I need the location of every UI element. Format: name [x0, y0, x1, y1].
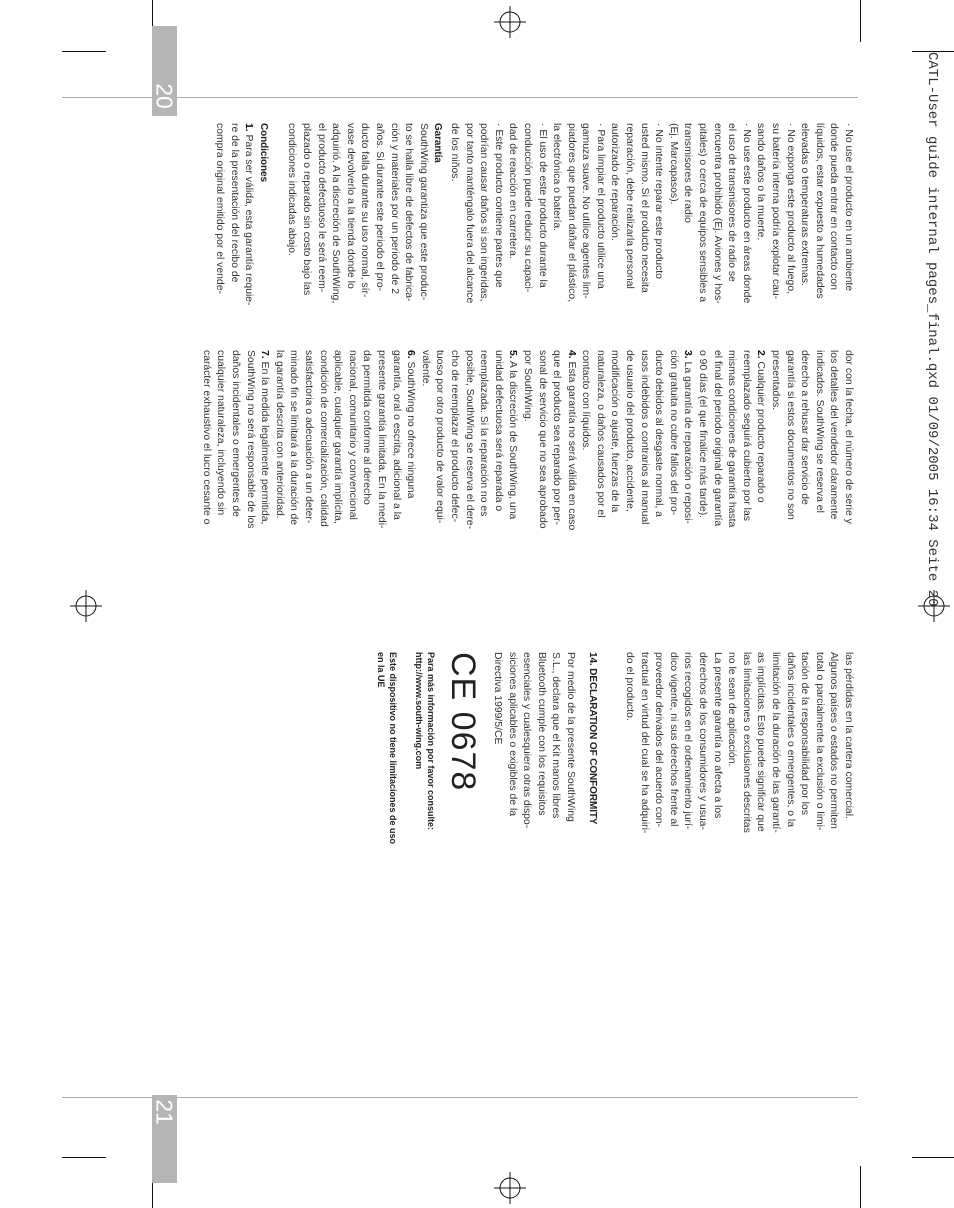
text-line: no le sean de aplicación.: [726, 652, 738, 767]
text-line: esenciales y cualesquiera otras dispo-: [521, 652, 533, 829]
text-line: as implícitas. Esto puede significar que: [755, 652, 767, 832]
text-line: · No exponga este producto al fuego,: [784, 123, 796, 294]
text-line: años. Si durante este periodo el pro-: [374, 123, 385, 292]
list-item: [753, 350, 768, 580]
list-item: [403, 350, 418, 580]
text-line: Bluetooth cumple con los requisitos: [535, 652, 547, 816]
text-line: minado fin se limitará a la duración de: [288, 350, 300, 526]
text-line: Directiva 1999/5/CE: [491, 652, 503, 745]
text-line: aplicable, cualquier garantía implícita,: [332, 350, 344, 524]
text-line: reparación, debe realizarla personal: [624, 123, 636, 289]
text-line: satisfactoria o adecuación a un deter-: [303, 350, 315, 524]
text-line: conducción puede reducir su capaci-: [521, 123, 533, 293]
crop-mark: [912, 1157, 954, 1158]
text-line: limitación de la duración de las garantí-: [770, 652, 782, 833]
text-line: sando daños o la muerte.: [755, 123, 767, 241]
text-line: carácter exhaustivo el lucro cesante o: [200, 350, 212, 525]
condiciones-heading: Condiciones: [257, 123, 269, 182]
text-line: encuentra prohibido (Ej. Aviones y hos-: [711, 123, 723, 304]
item-number: 7.: [259, 350, 271, 359]
trim-line: [62, 97, 858, 98]
text-line: presente garantía limitada. En la medi-: [376, 350, 387, 529]
eu-notice: en la UE: [376, 652, 387, 688]
list-item: [563, 350, 578, 580]
text-line: elevadas o temperaturas extremas.: [799, 123, 811, 286]
text-line: tractual en virtud del cual se ha adquiri-: [638, 652, 650, 834]
list-item: [680, 350, 695, 580]
text-line: gamuza suave. No utilice agentes lim-: [580, 123, 592, 299]
text-line: transmisores de radio: [682, 123, 694, 223]
text-line: derecho a rehusar dar servicio de: [799, 350, 811, 505]
text-line: o 90 días (el que finalice más tarde).: [697, 350, 709, 519]
text-line: contacto con líquidos.: [580, 350, 592, 451]
text-line: proveedor derivados del acuerdo con-: [653, 652, 665, 828]
text-line: SouthWing garantiza que este produc-: [417, 123, 429, 301]
text-line: nacional, comunitario y convencional: [346, 350, 358, 520]
text-line: total o parcialmente la exclusión o limi-: [813, 652, 825, 831]
text-line: garantía si estos documentos no son: [784, 350, 796, 520]
page-number-right: 21: [151, 1099, 178, 1125]
text-line: La presente garantía no afecta a los: [711, 652, 723, 819]
text-line: la garantía descrita con anterioridad.: [273, 350, 285, 519]
text-line: Algunos países o estados no permiten: [828, 652, 840, 829]
text-line: modificación o ajuste, fuerzas de la: [609, 350, 621, 513]
text-line: ción gratuita no cubre fallos del pro-: [667, 350, 679, 516]
text-line: Por medio de la presente SouthWing: [564, 652, 576, 822]
crop-mark: [860, 0, 861, 42]
text-line: indicados. SouthWing se reserva el: [813, 350, 825, 513]
info-label: Para más información por favor consulte:: [426, 652, 437, 831]
website-link[interactable]: http://www.south-wing.com: [414, 652, 425, 770]
text-line: dad de reacción en carretera.: [507, 123, 519, 259]
text-line: (Ej. Marcapasos).: [667, 123, 679, 205]
text-line: podrían causar daños si son ingeridas,: [478, 123, 490, 302]
item-number: 4.: [565, 350, 577, 359]
text-line: daños incidentales o emergentes, o la: [784, 652, 796, 828]
text-line: ducto debidos al desgaste normal, a: [653, 350, 665, 517]
text-line: tuoso por otro producto de valor equi-: [434, 350, 446, 524]
text-line: adquirió. A la discreción de SouthWing,: [330, 123, 342, 304]
declaration-heading: 14. DECLARATION OF CONFORMITY: [587, 652, 599, 825]
text-line: Esta garantía no será válida en caso: [565, 358, 577, 531]
text-line: do el producto.: [624, 652, 636, 721]
text-line: donde pueda entrar en contacto con: [828, 123, 840, 290]
text-line: re de la presentación del recibo de: [228, 123, 240, 283]
text-line: pitales) o cerca de equipos sensibles a: [697, 123, 709, 303]
item-number: 6.: [405, 350, 417, 359]
text-line: En la medida legalmente permitida,: [259, 358, 271, 525]
text-line: la electrónica o batería.: [551, 123, 563, 232]
text-line: su batería interna podría explotar cau-: [770, 123, 782, 300]
text-line: dor con la fecha, el número de serie y: [843, 350, 854, 524]
text-line: SouthWing no ofrece ninguna: [405, 358, 417, 499]
crop-mark: [62, 51, 106, 52]
text-line: La garantía de reparación o reposi-: [682, 358, 694, 524]
text-line: que el producto sea reparado por per-: [551, 350, 563, 526]
trim-line: [62, 1097, 858, 1098]
text-line: to se halla libre de defectos de fabrica-: [403, 123, 415, 302]
text-line: rios recogidos en el ordenamiento jurí-: [682, 652, 694, 830]
text-line: daños incidentales o emergentes de: [230, 350, 242, 517]
text-line: el uso de transmisores de radio se: [726, 123, 738, 282]
text-line: de usuario del producto, accidente,: [624, 350, 636, 512]
page-number-left: 20: [151, 83, 178, 109]
text-line: derechos de los consumidores y usua-: [697, 652, 709, 830]
text-line: unidad defectuosa será reparada o: [492, 350, 504, 512]
text-line: · No use este producto en áreas donde: [740, 123, 752, 304]
text-line: · Para limpiar el producto utilice una: [594, 123, 606, 289]
text-line: · Este producto contiene partes que: [492, 123, 504, 288]
text-line: usted mismo. Si el producto necesita: [638, 123, 650, 293]
text-line: valente.: [419, 350, 431, 387]
file-slug: CATL-User guide internal pages_final.qxd 01/09/2005 16:34 Seite 20: [924, 52, 940, 607]
text-line: presentados.: [770, 350, 782, 411]
text-line: el final del periodo original de garantía: [711, 350, 723, 527]
text-line: · El uso de este producto durante la: [536, 123, 548, 288]
text-line: · No intente reparar este producto: [653, 123, 665, 279]
text-line: piadores que puedan dañar el plástico,: [565, 123, 577, 303]
crop-mark: [860, 1166, 861, 1208]
text-line: vase devolverlo a la tienda donde lo: [344, 123, 356, 289]
text-line: Cualquier producto reparado o: [755, 358, 767, 503]
text-line: usos indebidos o contrarios al manual: [638, 350, 650, 525]
item-number: 2.: [755, 350, 767, 359]
text-line: SouthWing no será responsable de los: [244, 350, 256, 529]
garantia-heading: Garantía: [432, 123, 444, 163]
text-line: compra original emitido por el vende-: [214, 123, 226, 294]
registration-mark-icon: [70, 590, 102, 622]
text-line: los detalles del vendedor claramente: [828, 350, 840, 520]
text-line: por tanto manténgalo fuera del alcance: [463, 123, 475, 304]
text-line: sonal de servicio que no sea aprobado: [536, 350, 548, 529]
item-number: 5.: [507, 350, 519, 359]
text-line: las limitaciones o exclusiones descritas: [740, 652, 752, 833]
list-item: [505, 350, 520, 580]
text-line: da permitida conforme al derecho: [361, 350, 373, 505]
text-line: · No use el producto en un ambiente: [843, 123, 854, 292]
text-line: dico vigente, ni sus derechos frente al: [667, 652, 679, 827]
item-number: 3.: [682, 350, 694, 359]
text-line: garantía, oral o escrita, adicional a la: [390, 350, 402, 520]
crop-mark: [62, 1157, 106, 1158]
list-item: [257, 350, 272, 580]
text-line: líquidos, estar expuesto a humedades: [813, 123, 825, 299]
text-line: tación de la responsabilidad por los: [799, 652, 811, 815]
text-line: las pérdidas en la cartera comercial.: [843, 652, 854, 819]
text-line: siciones aplicables o exigibles de la: [506, 652, 518, 817]
text-line: reemplazado seguirá cubierto por las: [740, 350, 752, 521]
text-line: mismas condiciones de garantía hasta: [726, 350, 738, 528]
eu-notice: Este dispositivo no tiene limitaciones de uso: [388, 652, 399, 845]
ce-mark: CE 0678: [444, 652, 483, 792]
text-line: condición de comercialización, calidad: [317, 350, 329, 527]
text-line: autorizado de reparación.: [609, 123, 621, 241]
column-limitations-conformity: [375, 652, 855, 882]
text-line: cualquier naturaleza, incluyendo sin: [215, 350, 227, 516]
text-line: por SouthWing.: [521, 350, 533, 422]
text-line: A la discreción de SouthWing, una: [507, 358, 519, 520]
text-line: condiciones indicadas abajo.: [286, 123, 298, 256]
text-line: naturaleza, o daños causados por el: [594, 350, 606, 518]
text-line: reemplazada. Si la reparación no es: [478, 350, 490, 517]
text-line: plazado o reparado sin costo bajo las: [301, 123, 313, 296]
text-line: cho de reemplazar el producto defec-: [448, 350, 460, 523]
text-line: S.L., declara que el Kit manos libres: [550, 652, 562, 819]
text-line: de los niños.: [448, 123, 460, 182]
column-warranty-conditions: [198, 350, 855, 580]
text-line: ducto falla durante su uso normal, sír-: [359, 123, 371, 298]
text-line: el producto defectuoso le será reem-: [315, 123, 327, 293]
item-number: 1.: [243, 123, 255, 132]
text-line: posible, SouthWing se reserva el dere-: [463, 350, 475, 530]
registration-mark-icon: [494, 6, 526, 38]
registration-mark-icon: [494, 1172, 526, 1204]
text-line: ción y materiales por un periodo de 2: [388, 123, 400, 294]
text-line: Para ser válida, esta garantía requie-: [243, 131, 255, 306]
